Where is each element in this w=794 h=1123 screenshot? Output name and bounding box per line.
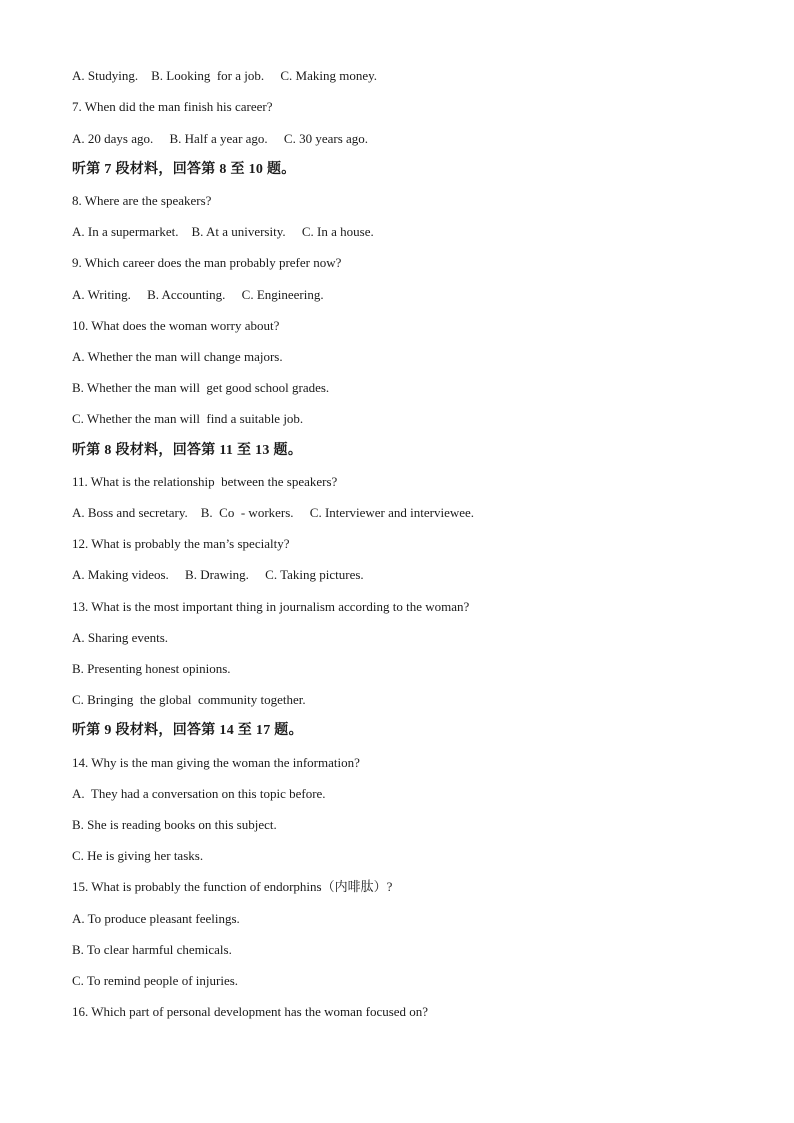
section-heading-7: 听第 7 段材料，回答第 8 至 10 题。 <box>72 162 296 177</box>
question-12: 12. What is probably the man’s specialty? <box>72 536 290 551</box>
option-line-9: A. Writing. B. Accounting. C. Engineering. <box>72 287 324 302</box>
option-10-a: A. Whether the man will change majors. <box>72 349 283 364</box>
option-line-12: A. Making videos. B. Drawing. C. Taking pictures. <box>72 567 364 582</box>
option-14-a: A. They had a conversation on this topic before. <box>72 786 326 801</box>
option-10-c: C. Whether the man will find a suitable job. <box>72 411 304 426</box>
option-13-b: B. Presenting honest opinions. <box>72 661 231 676</box>
question-16: 16. Which part of personal development has the woman focused on? <box>72 1004 429 1019</box>
option-15-a: A. To produce pleasant feelings. <box>72 911 240 926</box>
option-line-6: A. Studying. B. Looking for a job. C. Making money. <box>72 68 378 83</box>
option-15-b: B. To clear harmful chemicals. <box>72 942 232 957</box>
question-11: 11. What is the relationship between the speakers? <box>72 474 338 489</box>
option-line-7: A. 20 days ago. B. Half a year ago. C. 30 years ago. <box>72 131 369 146</box>
option-15-c: C. To remind people of injuries. <box>72 973 239 988</box>
question-7: 7. When did the man finish his career? <box>72 99 273 114</box>
option-14-c: C. He is giving her tasks. <box>72 848 204 863</box>
option-10-b: B. Whether the man will get good school grades. <box>72 380 330 395</box>
question-8: 8. Where are the speakers? <box>72 193 212 208</box>
question-13: 13. What is the most important thing in journalism according to the woman? <box>72 599 470 614</box>
option-line-11: A. Boss and secretary. B. Co - workers. C. Interviewer and interviewee. <box>72 505 475 520</box>
section-heading-8: 听第 8 段材料，回答第 11 至 13 题。 <box>72 443 303 458</box>
question-10: 10. What does the woman worry about? <box>72 318 280 333</box>
section-heading-9: 听第 9 段材料，回答第 14 至 17 题。 <box>72 723 303 738</box>
option-14-b: B. She is reading books on this subject. <box>72 817 277 832</box>
question-9: 9. Which career does the man probably prefer now? <box>72 255 342 270</box>
option-13-c: C. Bringing the global community together. <box>72 692 306 707</box>
option-line-8: A. In a supermarket. B. At a university. C. In a house. <box>72 224 374 239</box>
question-14: 14. Why is the man giving the woman the information? <box>72 755 360 770</box>
question-15: 15. What is probably the function of endorphins（内啡肽）? <box>72 879 393 894</box>
option-13-a: A. Sharing events. <box>72 630 169 645</box>
